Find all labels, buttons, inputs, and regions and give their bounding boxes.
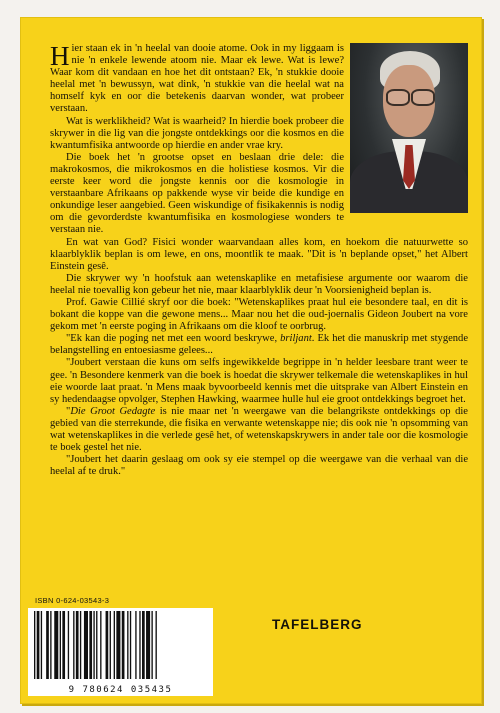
blurb-text	[50, 43, 468, 478]
drop-cap: H	[50, 41, 70, 71]
barcode	[28, 608, 213, 696]
paragraph-5: Die skrywer wy 'n hoofstuk aan wetenskaplike en metafisiese argumente oor waarom die heelal nie toevallig kon gebeur het nie, maar klaarblyklik deur 'n Voorsienigheid beplan is.	[50, 272, 468, 296]
book-title-italic: Die Groot Gedagte	[70, 405, 156, 417]
publisher-logo: TAFELBERG	[272, 617, 363, 632]
isbn-block	[26, 596, 226, 696]
author-portrait-icon	[350, 43, 468, 213]
paragraph-4: En wat van God? Fisici wonder waarvandaan alles kom, en hoekom die natuurwette so klaarblyklik beplan is om lewe, en ons, moontlik te maak. "Dit is 'n beplande opset," het Albert Einstein gesê.	[50, 236, 468, 272]
paragraph-9-a: "	[66, 405, 71, 417]
paragraph-3: Die boek het 'n grootse opset en beslaan drie dele: die makrokosmos, die mikrokosmos en die holistiese kosmos. Vir die eerste keer word die jongste kennis oor die kosmologie in verstaanbare Afrikaans op pakkende wyse vir beide die kundige en onkundige leser aangebied. Geen wiskundige of fisikakennis is nodig om die gevorderdste kwantumfisika en kosmologiese wonders te verstaan nie.	[50, 151, 344, 236]
paragraph-10: "Joubert het daarin geslaag om ook sy eie stempel op die weergawe van die verhaal van die heelal af te druk."	[50, 454, 468, 478]
paragraph-8: "Joubert verstaan die kuns om selfs ingewikkelde begrippe in 'n helder leesbare trant weer te gee. 'n Besondere kenmerk van die boek is hoedat die skrywer telkemale die wetenskaplikes in hul eie woorde laat praat. 'n Mens maak byvoorbeeld kennis met die uitsprake van Albert Einstein en sy hedendaagse opvolger, Stephen Hawking, waarmee hulle hul eie groot ontdekkings begroet het.	[50, 357, 468, 405]
paragraph-7-emphasis: briljant	[280, 333, 312, 345]
paragraph-6: Prof. Gawie Cillié skryf oor die boek: "Wetenskaplikes praat hul eie besondere taal, en dit is bokant die koppe van die gewone mens... Maar nou het die oud-joernalis Gideon Joubert na vore gekom met 'n eerste poging in Afrikaans om die kloof te oorbrug.	[50, 296, 468, 333]
paragraph-2: Wat is werklikheid? Wat is waarheid? In hierdie boek probeer die skrywer in die lig van die jongste ontdekkings oor die kosmos en die kwantumfisika antwoorde op hierdie en ander vrae kry.	[50, 115, 344, 151]
paragraph-9	[50, 406, 468, 454]
paragraph-9-c: is nie maar net 'n weergawe van die belangrikste ontdekkings op die gebied van die sterrekunde, die fisika en verwante wetenskappe nie; dis ook nie 'n opsomming van wat wetenskaplikes in die verlede gesê het, of wetenskapskrywers in ander tale oor die kosmologie te boek gestel het nie.	[50, 405, 468, 454]
paragraph-1-text: ier staan ek in 'n heelal van dooie atome. Ook in my liggaam is nie 'n enkele lewende atoom nie. Maar ek lewe. Wat is lewe? Waar kom dit vandaan en hoe het dit ontstaan? Ek, 'n stukkie dooie heelal met 'n bewussyn, wat dink, 'n stukkie van die heelal wat na homself kyk en oor die betekenis daarvan wonder, wat probeer verstaan.	[50, 43, 344, 115]
paragraph-7-a: "Ek kan die poging net met een woord beskrywe,	[66, 333, 281, 345]
paragraph-7	[50, 333, 468, 357]
barcode-number: 9 780624 035435	[68, 685, 173, 695]
paragraph-7-c: . Ek het die manuskrip met stygende belangstelling en entoesiasme gelees...	[50, 333, 468, 357]
isbn-label: ISBN 0-624-03543-3	[35, 596, 110, 605]
author-photo-container	[350, 43, 468, 213]
barcode-bars-icon	[32, 611, 209, 681]
